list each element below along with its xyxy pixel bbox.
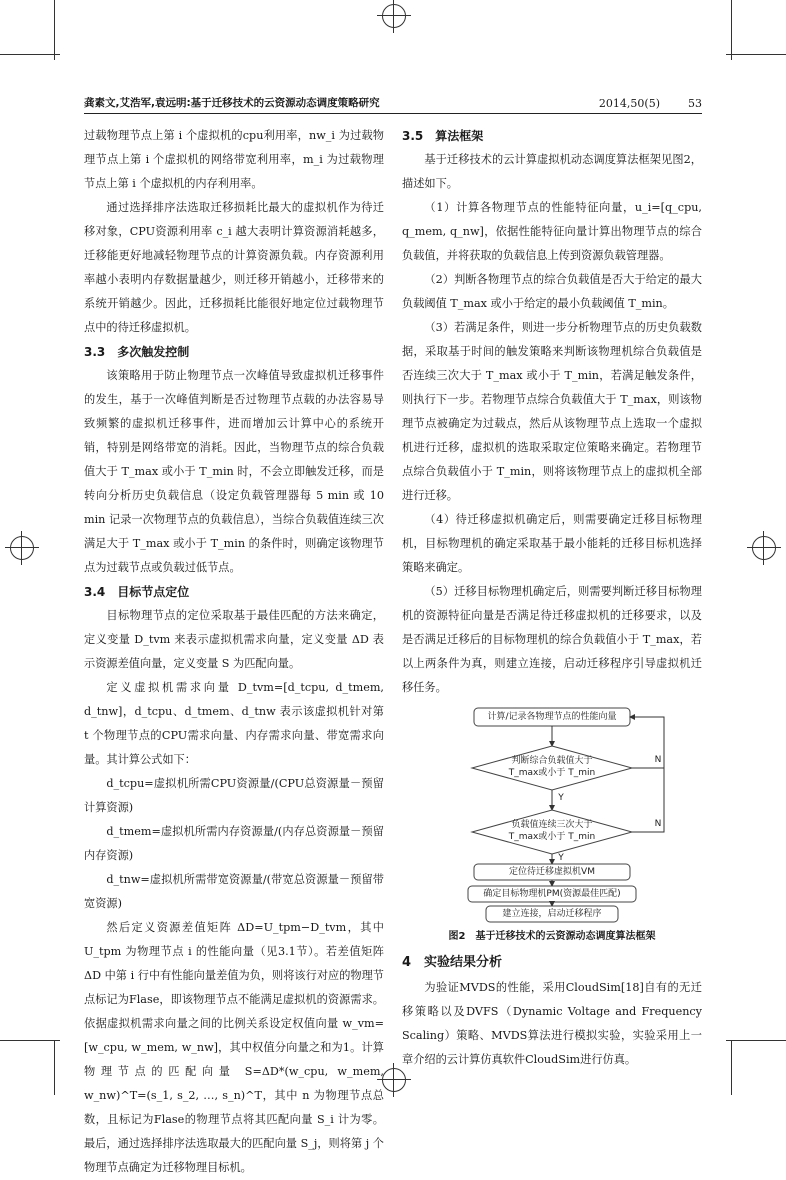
paragraph: 通过选择排序法选取迁移损耗比最大的虚拟机作为待迁移对象，CPU资源利用率 c_i 越大表明计算资源消耗越多，迁移能更好地减轻物理节点的计算资源负载。内存资源利用率越小表明内存数据量越少，则迁移开销越小，迁移带来的系统开销越少。因此，迁移损耗比能很好地定位过载物理节点中的待迁移虚拟机。 xyxy=(84,201,384,334)
paragraph: 过载物理节点上第 i 个虚拟机的cpu利用率，nw_i 为过载物理节点上第 i 个虚拟机的网络带宽利用率，m_i 为过载物理节点上第 i 个虚拟机的内存利用率。 xyxy=(84,129,384,190)
paragraph: （4）待迁移虚拟机确定后，则需要确定迁移目标物理机，目标物理机的确定采取基于最小能耗的迁移目标机选择策略来确定。 xyxy=(402,513,702,574)
flow-decision-2-label-a: 负载值连续三次大于 xyxy=(511,820,593,830)
running-header xyxy=(84,92,702,110)
flow-decision-1-label-a: 判断综合负载值大于 xyxy=(511,756,593,766)
paragraph: （2）判断各物理节点的综合负载值是否大于给定的最大负载阈值 T_max 或小于给定的最小负载阈值 T_min。 xyxy=(402,273,702,310)
formula: d_tmem=虚拟机所需内存资源量/(内存总资源量－预留内存资源) xyxy=(84,825,384,862)
section-heading-3-3: 3.3 多次触发控制 xyxy=(84,345,190,359)
crop-mark-bl-h xyxy=(0,1040,60,1041)
crop-mark-br-v xyxy=(731,1040,732,1095)
flow-decision-2-label-b: T_max或小于 T_min xyxy=(508,832,596,842)
flow-box-4-label: 建立连接，启动迁移程序 xyxy=(502,909,602,919)
registration-mark-top xyxy=(382,4,406,28)
header-rule xyxy=(84,113,702,114)
paragraph: 然后定义资源差值矩阵 ΔD=U_tpm−D_tvm，其中 U_tpm 为物理节点 i 的性能向量（见3.1节）。若差值矩阵 ΔD 中第 i 行中有性能向量差值为负，则将该行对应的物理节点标记为Flase，即该物理节点不能满足虚拟机的资源需求。依据虚拟机需求向量之间的比例关系设定权值向量 w_vm=[w_cpu, w_mem, w_nw]，其中权值分向量之和为1。计算物理节点的匹配向量 S=ΔD*(w_cpu, w_mem, w_nw)^T=(s_1, s_2, …, s_n)^T，其中 n 为物理节点总数，且标记为Flase的物理节点将其匹配向量 S_i 计为零。最后，通过选择排序法选取最大的匹配向量 S_j，则将第 j 个物理节点确定为迁移物理目标机。 xyxy=(84,921,384,1174)
figure-caption: 图2 基于迁移技术的云资源动态调度算法框架 xyxy=(448,931,656,942)
flow-box-2-label: 定位待迁移虚拟机VM xyxy=(509,867,595,877)
flow-box-1-label: 计算/记录各物理节点的性能向量 xyxy=(487,712,617,722)
flow-decision-1-label-b: T_max或小于 T_min xyxy=(508,768,596,778)
flow-label-y-2: Y xyxy=(558,853,564,863)
crop-mark-tr-h xyxy=(726,54,786,55)
paragraph: 基于迁移技术的云计算虚拟机动态调度算法框架见图2，描述如下。 xyxy=(402,153,702,190)
right-column xyxy=(402,124,702,1072)
section-heading-4: 4 实验结果分析 xyxy=(402,955,503,970)
paragraph: 为验证MVDS的性能，采用CloudSim[18]自有的无迁移策略以及DVFS（Dynamic Voltage and Frequency Scaling）策略、MVDS算法进行模拟实验，实验采用上一章介绍的云计算仿真软件CloudSim进行仿真。 xyxy=(402,981,702,1066)
flow-label-n-2: N xyxy=(654,819,662,829)
registration-mark-right xyxy=(752,536,776,560)
crop-mark-tl-h xyxy=(0,54,60,55)
paragraph: （1）计算各物理节点的性能特征向量，u_i=[q_cpu, q_mem, q_nw]，依据性能特征向量计算出物理节点的综合负载值，并将获取的负载信息上传到资源负载管理器。 xyxy=(402,201,702,262)
paragraph: （3）若满足条件，则进一步分析物理节点的历史负载数据，采取基于时间的触发策略来判断该物理机综合负载值是否连续三次大于 T_max 或小于 T_min，若满足触发条件，则执行下一步。若物理节点综合负载值大于 T_max，则该物理节点被确定为过载点，然后从该物理节点上选取一个虚拟机进行迁移，虚拟机的选取采取定位策略来确定。若物理节点综合负载值小于 T_min，则将该物理节点上的虚拟机全部进行迁移。 xyxy=(402,321,702,502)
paragraph: 目标物理节点的定位采取基于最佳匹配的方法来确定，定义变量 D_tvm 来表示虚拟机需求向量，定义变量 ΔD 表示资源差值向量，定义变量 S 为匹配向量。 xyxy=(84,609,384,670)
crop-mark-tr-v xyxy=(731,0,732,60)
crop-mark-br-h xyxy=(726,1040,786,1041)
flow-label-n-1: N xyxy=(654,755,662,765)
section-heading-3-5: 3.5 算法框架 xyxy=(402,129,484,143)
registration-mark-left xyxy=(10,536,34,560)
header-page-number: 53 xyxy=(688,97,702,110)
flow-label-y-1: Y xyxy=(558,793,564,803)
paragraph: 该策略用于防止物理节点一次峰值导致虚拟机迁移事件的发生，基于一次峰值判断是否过物理节点载的办法容易导致频繁的虚拟机迁移事件，进而增加云计算中心的系统开销，特别是网络带宽的消耗。因此，当物理节点的综合负载值大于 T_max 或小于 T_min 时，不会立即触发迁移，而是转向分析历史负载信息（设定负载管理器每 5 min 或 10 min 记录一次物理节点的负载信息），当综合负载值连续三次满足大于 T_max 或小于 T_min 的条件时，则确定该物理节点为过载节点或负载过低节点。 xyxy=(84,369,384,574)
flowchart-figure-2 xyxy=(402,706,702,924)
formula: d_tcpu=虚拟机所需CPU资源量/(CPU总资源量－预留计算资源) xyxy=(84,777,384,814)
flow-box-3-label: 确定目标物理机PM(资源最佳匹配) xyxy=(483,889,621,899)
paragraph: （5）迁移目标物理机确定后，则需要判断迁移目标物理机的资源特征向量是否满足待迁移虚拟机的迁移要求，以及是否满足迁移后的目标物理机的综合负载值小于 T_max，若以上两条件为真，则建立连接，启动迁移程序引导虚拟机迁移任务。 xyxy=(402,585,702,694)
crop-mark-tl-v xyxy=(54,0,55,60)
header-title: 龚素文,艾浩军,袁远明:基于迁移技术的云资源动态调度策略研究 xyxy=(84,97,380,109)
paragraph: 定义虚拟机需求向量 D_tvm=[d_tcpu, d_tmem, d_tnw]，d_tcpu、d_tmem、d_tnw 表示该虚拟机针对第 t 个物理节点的CPU需求向量、内存需求向量、带宽需求向量。其计算公式如下： xyxy=(84,681,384,766)
left-column xyxy=(84,124,384,1180)
crop-mark-bl-v xyxy=(54,1040,55,1095)
header-issue: 2014,50(5) xyxy=(598,97,660,110)
formula: d_tnw=虚拟机所需带宽资源量/(带宽总资源量－预留带宽资源) xyxy=(84,873,384,910)
section-heading-3-4: 3.4 目标节点定位 xyxy=(84,585,190,599)
